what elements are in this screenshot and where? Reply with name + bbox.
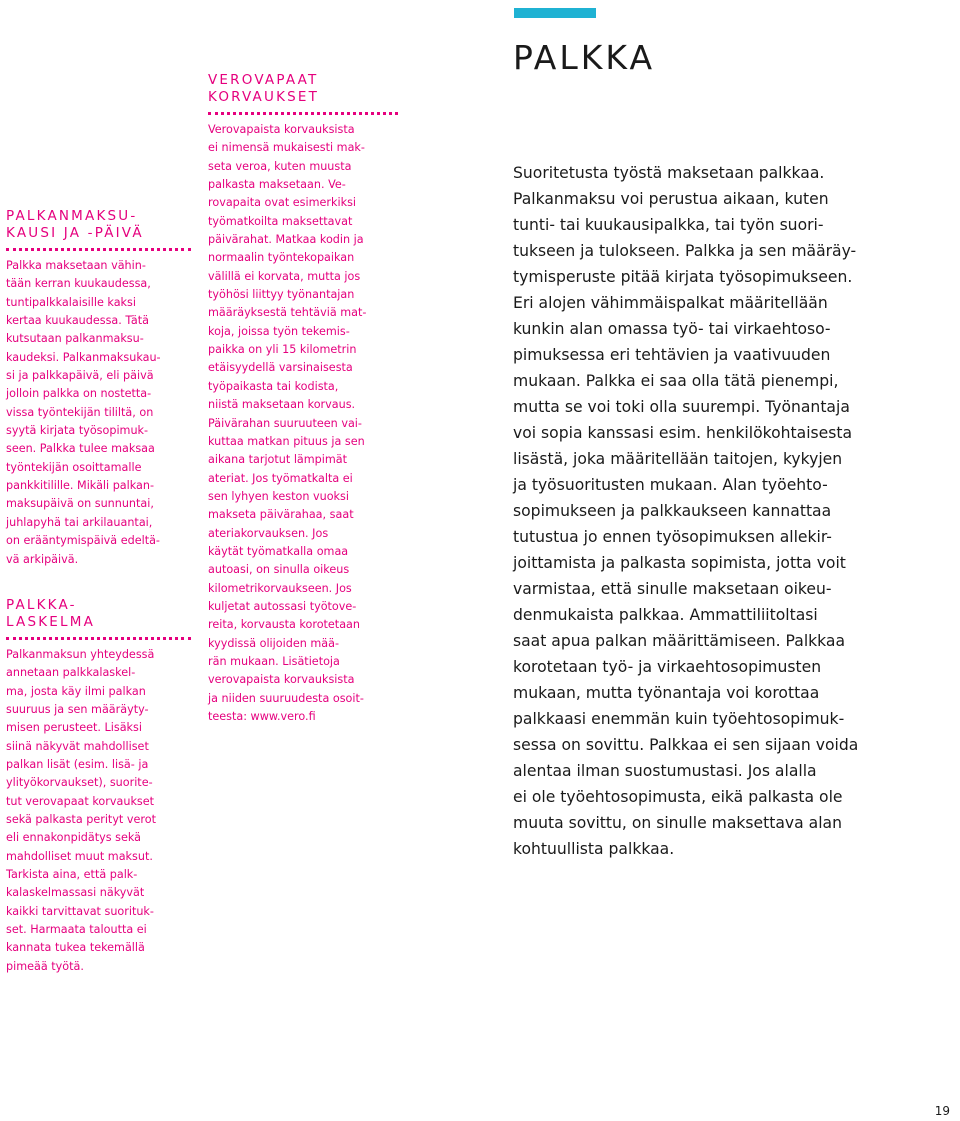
- section-body-payslip: Palkanmaksun yhteydessä annetaan palkkalaskel- ma, josta käy ilmi palkan suuruus ja sen määräyty- misen perusteet. Lisäksi siinä näkyvät mahdolliset palkan lisät (esim. lisä- ja ylityökorvaukset), suorite- tut verovapaat korvaukset sekä palkasta perityt verot eli ennakonpidätys sekä mahdolliset muut maksut. Tarkista aina, että palk- kalaskelmassasi näkyvät kaikki tarvittavat suorituk- set. Harmaata taloutta ei kannata tukea tekemällä pimeää työtä.: [6, 647, 156, 973]
- middle-column: [208, 72, 398, 726]
- section-payslip: [6, 597, 191, 976]
- left-column: [6, 208, 191, 976]
- section-body-pay-period: Palkka maksetaan vähin- tään kerran kuukaudessa, tuntipalkkalaisille kaksi kertaa kuukaudessa. Tätä kutsutaan palkanmaksu- kaudeksi. Palkanmaksukau- si ja palkkapäivä, eli päivä jolloin palkka on nostetta- vissa työntekijän tililtä, on syytä kirjata työsopimuk- seen. Palkka tulee maksaa työntekijän osoittamalle pankkitilille. Mikäli palkan- maksupäivä on sunnuntai, juhlapyhä tai arkilauantai, on erääntymispäivä edeltä- vä arkipäivä.: [6, 259, 161, 566]
- right-column: [513, 160, 888, 862]
- accent-bar: [514, 8, 596, 18]
- section-heading-payslip: PALKKA- LASKELMA: [6, 597, 191, 640]
- section-heading-tax-free: VEROVAPAAT KORVAUKSET: [208, 72, 398, 115]
- page-title: PALKKA: [513, 38, 656, 77]
- page-number: 19: [934, 1104, 950, 1118]
- section-body-tax-free: Verovapaista korvauksista ei nimensä mukaisesti mak- seta veroa, kuten muusta palkasta maksetaan. Ve- rovapaita ovat esimerkiksi työmatkoilta maksettavat päivärahat. Matkaa kodin ja normaalin työntekopaikan välillä ei korvata, mutta jos työhösi liittyy työnantajan määräyksestä tehtäviä mat- koja, joissa työn tekemis- paikka on yli 15 kilometrin etäisyydellä varsinaisesta työpaikasta tai kodista, niistä maksetaan korvaus. Päivärahan suuruuteen vai- kuttaa matkan pituus ja sen aikana tarjotut lämpimät ateriat. Jos työmatkalta ei sen lyhyen keston vuoksi makseta päivärahaa, saat ateriakorvauksen. Jos käytät työmatkalla omaa autoasi, on sinulla oikeus kilometrikorvaukseen. Jos kuljetat autossasi työtove- reita, korvausta korotetaan kyydissä olijoiden mää- rän mukaan. Lisätietoja verovapaista korvauksista ja niiden suuruudesta osoit- teesta: www.vero.fi: [208, 123, 367, 723]
- section-pay-period: [6, 208, 191, 569]
- section-heading-pay-period: PALKANMAKSU- KAUSI JA -PÄIVÄ: [6, 208, 191, 251]
- main-body-text: Suoritetusta työstä maksetaan palkkaa. Palkanmaksu voi perustua aikaan, kuten tunti- tai kuukausipalkka, tai työn suori- tukseen ja tulokseen. Palkka ja sen määräy- tymisperuste pitää kirjata työsopimukseen. Eri alojen vähimmäispalkat määritellään kunkin alan omassa työ- tai virkaehtoso- pimuksessa eri tehtävien ja vaativuuden mukaan. Palkka ei saa olla tätä pienempi, mutta se voi toki olla suurempi. Työnantaja voi sopia kanssasi esim. henkilökohtaisesta lisästä, joka määritellään taitojen, kykyjen ja työsuoritusten mukaan. Alan työehto- sopimukseen ja palkkaukseen kannattaa tutustua jo ennen työsopimuksen allekir- joittamista ja palkasta sopimista, jotta voit varmistaa, että sinulle maksetaan oikeu- denmukaista palkkaa. Ammattiliitoltasi saat apua palkan määrittämiseen. Palkkaa korotetaan työ- ja virkaehtosopimusten mukaan, mutta työnantaja voi korottaa palkkaasi enemmän kuin työehtosopimuk- sessa on sovittu. Palkkaa ei sen sijaan voida alentaa ilman suostumustasi. Jos alalla ei ole työehtosopimusta, eikä palkasta ole muuta sovittu, on sinulle maksettava alan kohtuullista palkkaa.: [513, 164, 859, 858]
